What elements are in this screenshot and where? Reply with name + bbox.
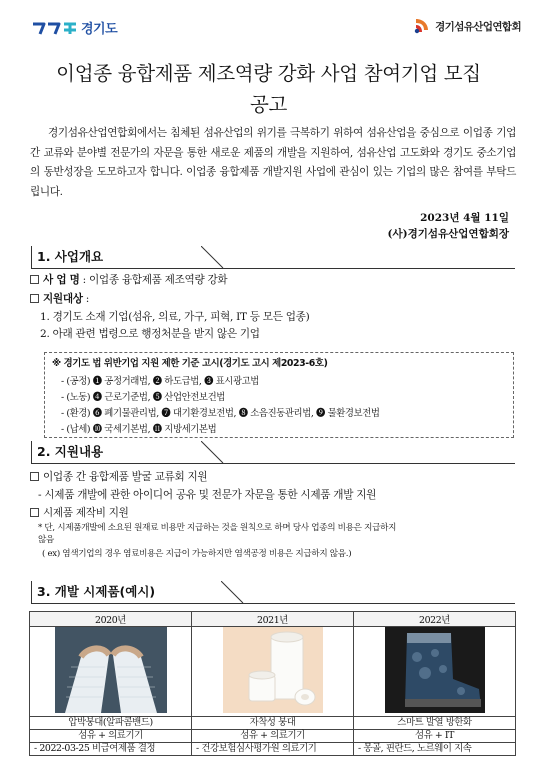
product-name: 압박붕대(알파콤밴드): [30, 717, 192, 730]
year-header: 2020년: [30, 612, 192, 627]
issuer: (사)경기섬유산업연합회장: [387, 228, 509, 240]
product-type: 섬유 + 의료기기: [30, 730, 192, 743]
federation-mark-icon: [413, 17, 431, 35]
support-note-2: 않음: [38, 535, 55, 545]
section-1-title: 1. 사업개요: [31, 246, 103, 268]
law-restriction-box: [44, 352, 514, 438]
bandage-arm-image: [31, 627, 191, 713]
section-2-title: 2. 지원내용: [31, 441, 103, 463]
checkbox-icon: [30, 275, 39, 284]
product-type: 섬유 + 의료기기: [192, 730, 354, 743]
product-note: - 2022-03-25 비급여제품 결정: [30, 743, 192, 756]
prototype-table: [29, 611, 516, 756]
project-name-row: [30, 273, 227, 287]
target-item-2: 2. 아래 관련 법령으로 행정처분을 받지 않은 기업: [40, 328, 260, 340]
self-adhesive-bandage-photo: [192, 627, 354, 717]
heading-slant-icon: [201, 441, 225, 464]
checkbox-icon: [30, 472, 39, 481]
support-item-1-detail: - 시제품 개발에 관한 아이디어 공유 및 전문가 자문을 통한 시제품 개발 지원: [38, 489, 377, 501]
table-row: [30, 743, 516, 756]
year-header: 2022년: [354, 612, 516, 627]
target-colon: :: [82, 293, 90, 305]
intro-paragraph: 경기섬유산업연합회에서는 침체된 섬유산업의 위기를 극복하기 위하여 섬유산업을 중심으로 이업종 기업 간 교류와 분야별 전문가의 자문을 통한 새로운 제품의 개발을 지원하여, 섬유산업 고도화와 경기도 중소기업의 동반성장을 도모하고자 합니다. 이업종 융합제품 개발지원 사업에 관심이 있는 기업의 많은 참여를 부탁드립니다.: [30, 127, 516, 198]
year-header: 2021년: [192, 612, 354, 627]
table-row: [30, 730, 516, 743]
target-row: [30, 292, 89, 306]
section-3-title: 3. 개발 시제품(예시): [31, 581, 155, 603]
table-row: [30, 717, 516, 730]
product-name: 자착성 붕대: [192, 717, 354, 730]
law-row: - (노동) ❹ 근로기준법, ❺ 산업안전보건법: [61, 392, 225, 403]
gyeonggi-logo: [32, 18, 117, 37]
issue-block: [387, 210, 509, 242]
header: [0, 14, 537, 42]
product-note: - 몽골, 핀란드, 노르웨이 지속: [354, 743, 516, 756]
page-title: [0, 58, 537, 120]
heading-slant-icon: [221, 581, 245, 604]
heading-slant-icon: [201, 246, 225, 269]
issue-date: 2023년 4월 11일: [420, 212, 509, 224]
target-label: 지원대상: [43, 293, 83, 305]
product-note: - 건강보험심사평가원 의료기기: [192, 743, 354, 756]
checkbox-icon: [30, 294, 39, 303]
checkbox-icon: [30, 508, 39, 517]
law-row: - (납세) ❿ 국세기본법, ⓫ 지방세기본법: [61, 424, 217, 435]
logo-right-text: 경기섬유산업연합회: [435, 20, 521, 33]
product-name: 스마트 발열 방한화: [354, 717, 516, 730]
support-note-1: * 단, 시제품개발에 소요된 원재료 비용만 지급하는 것을 원칙으로 하며 당사 업종의 비용은 지급하지: [38, 523, 397, 533]
title-line-1: 이업종 융합제품 제조역량 강화 사업 참여기업 모집: [56, 62, 481, 85]
table-header-row: [30, 612, 516, 627]
section-3-heading: [31, 581, 246, 603]
target-item-1: 1. 경기도 소재 기업(섬유, 의료, 가구, 피혁, IT 등 모든 업종): [40, 311, 310, 323]
section-1-heading: [31, 246, 221, 268]
product-type: 섬유 + IT: [354, 730, 516, 743]
table-image-row: [30, 627, 516, 717]
bandage-rolls-image: [193, 627, 353, 713]
support-note-3: ( ex) 염색기업의 경우 염료비용은 지급이 가능하지만 염색공정 비용은 지급하지 않음.): [42, 549, 352, 559]
law-box-title: ※ 경기도 법 위반기업 지원 제한 기준 고시(경기도 고시 제2023-6호): [52, 358, 328, 369]
heated-boot-photo: [354, 627, 516, 717]
boot-image: [355, 627, 515, 713]
project-name-value: : 이업종 융합제품 제조역량 강화: [82, 274, 228, 286]
gyeonggi-mark-icon: [32, 20, 78, 36]
support-item-1: 이업종 간 융합제품 발굴 교류회 지원: [30, 470, 207, 484]
compression-bandage-photo: [30, 627, 192, 717]
section-2-heading: [31, 441, 221, 463]
law-row: - (공정) ❶ 공정거래법, ❷ 하도급법, ❸ 표시광고법: [61, 376, 259, 387]
title-line-2: 공고: [249, 93, 288, 116]
support-item-2: 시제품 제작비 지원: [30, 506, 129, 520]
project-name-label: 사 업 명: [43, 274, 80, 286]
law-row: - (환경) ❻ 폐기물관리법, ❼ 대기환경보전법, ❽ 소음진동관리법, ❾ 물환경보전법: [61, 408, 380, 419]
federation-logo: [413, 17, 521, 35]
logo-left-text: 경기도: [81, 22, 118, 37]
